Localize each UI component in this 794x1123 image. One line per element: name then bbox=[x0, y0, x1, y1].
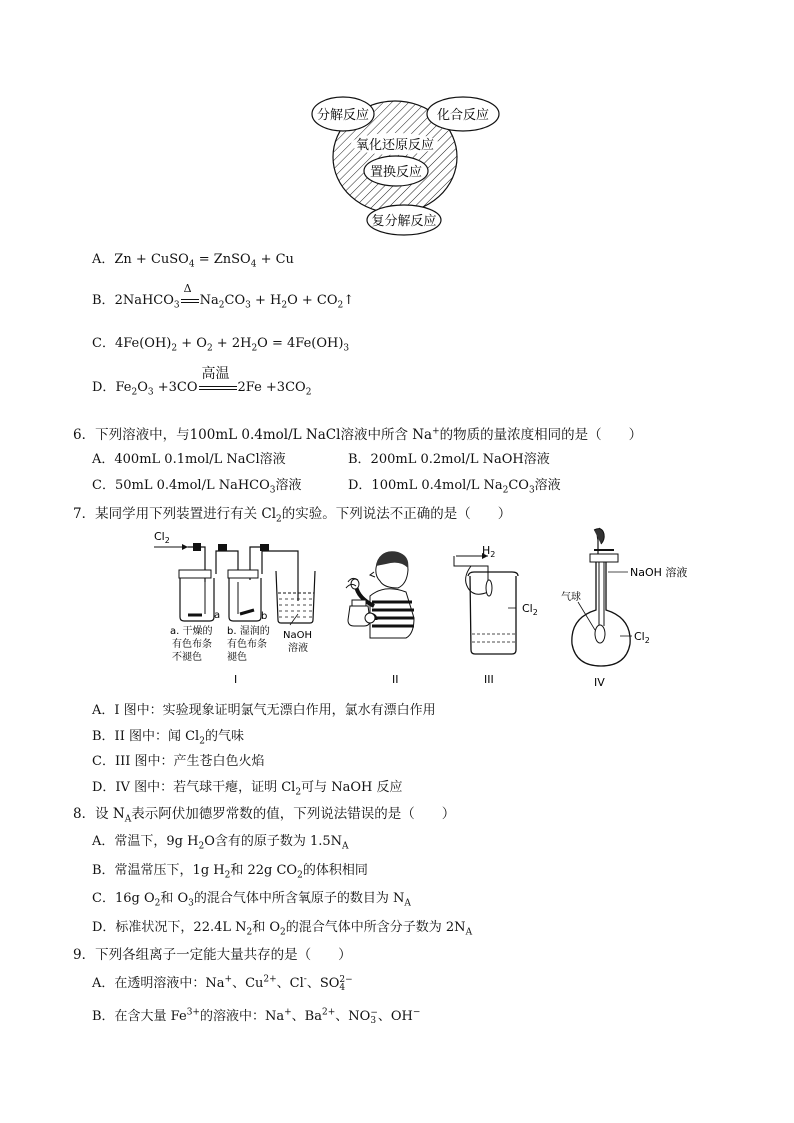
svg-text:b. 湿润的有色布条褪色: b. 湿润的有色布条褪色 bbox=[227, 626, 270, 663]
q6-stem: 6．下列溶液中，与100mL 0.4mol/L NaCl溶液中所含 Na+的物质的量浓度相同的是（ ） bbox=[73, 426, 643, 443]
q8-option-a: A．常温下，9g $H_2O$含有的原子数为 $1.5N_A$ bbox=[92, 834, 349, 852]
heat-symbol: Δ bbox=[183, 282, 192, 295]
redox-label: 氧化还原反应 bbox=[355, 138, 435, 153]
svg-text:Cl2: $Cl_2$ bbox=[154, 530, 170, 545]
q7-option-d: D．IV 图中：若气球干瘪，证明 $Cl_2$可与 NaOH 反应 bbox=[92, 780, 403, 798]
q5-option-c: C．$4Fe(OH)_2 + O_2 + 2H_2O = 4Fe(OH)_3$ bbox=[92, 336, 350, 354]
person-smelling-illustration bbox=[346, 551, 414, 638]
svg-text:IV: IV bbox=[594, 676, 605, 689]
decomposition-label: 分解反应 bbox=[316, 108, 370, 123]
q8-option-d: D．标准状况下，22.4L $N_2$和 $O_2$的混合气体中所含分子数为 $2N_A$ bbox=[92, 920, 473, 938]
svg-text:I: I bbox=[234, 673, 238, 686]
q9-stem: 9．下列各组离子一定能大量共存的是（ ） bbox=[73, 947, 352, 963]
q5-option-a: A．Zn + CuSO$_4$ = ZnSO$_4$ + Cu bbox=[92, 252, 294, 270]
q7-option-c: C．III 图中：产生苍白色火焰 bbox=[92, 754, 265, 769]
q6-option-b: B．200mL 0.2mol/L NaOH溶液 bbox=[348, 452, 550, 467]
double-decomposition-label: 复分解反应 bbox=[371, 214, 437, 229]
svg-text:H2: $H_2$ bbox=[482, 544, 496, 559]
q9-option-a: A．在透明溶液中：Na+、$Cu^{2+}$、Cl-、SO 2− 4 bbox=[92, 974, 353, 993]
q8-option-b: B．常温常压下，1g $H_2$和 22g $CO_2$的体积相同 bbox=[92, 863, 368, 881]
q7-apparatus-figure bbox=[148, 526, 688, 694]
svg-text:a: a bbox=[214, 610, 221, 621]
high-temp-condition: 高温 bbox=[201, 366, 230, 382]
q8-stem: 8．设 $N_A$表示阿伏加德罗常数的值，下列说法错误的是（ ） bbox=[73, 806, 456, 825]
q9-option-b: B．在含大量 $Fe^{3+}$的溶液中：Na+、$Ba^{2+}$、NO − 3 、OH− bbox=[92, 1007, 421, 1026]
q6-option-c: C．50mL 0.4mol/L NaHCO$_3$溶液 bbox=[92, 478, 302, 496]
q7-option-b: B．II 图中：闻 $Cl_2$的气味 bbox=[92, 729, 244, 747]
svg-text:Cl2: $Cl_2$ bbox=[634, 630, 650, 645]
q7-option-a: A．I 图中：实验现象证明氯气无漂白作用，氯水有漂白作用 bbox=[92, 703, 436, 718]
svg-text:III: III bbox=[484, 673, 494, 686]
svg-text:b: b bbox=[261, 611, 268, 622]
svg-text:NaOH 溶液: NaOH 溶液 bbox=[630, 566, 688, 579]
displacement-label: 置换反应 bbox=[369, 165, 423, 180]
reaction-venn-diagram bbox=[300, 92, 510, 238]
svg-text:NaOH溶液: NaOH 溶液 bbox=[283, 630, 312, 654]
svg-text:a. 干燥的有色布条不褪色: a. 干燥的有色布条不褪色 bbox=[170, 626, 213, 663]
svg-text:气球: 气球 bbox=[561, 592, 581, 603]
q6-option-a: A．400mL 0.1mol/L NaCl溶液 bbox=[92, 452, 286, 467]
q8-option-c: C．16g $O_2$和 $O_3$的混合气体中所含氧原子的数目为 $N_A$ bbox=[92, 891, 411, 909]
q7-stem: 7．某同学用下列装置进行有关 $Cl_2$的实验。下列说法不正确的是（ ） bbox=[73, 506, 512, 525]
combination-label: 化合反应 bbox=[436, 108, 490, 123]
q6-option-d: D．100mL 0.4mol/L $Na_2CO_3$溶液 bbox=[348, 478, 561, 496]
q5-option-b: B．2NaHCO$_3$ Δ $Na_2CO_3 + H_2O$ + $CO_2↑$ bbox=[92, 282, 355, 311]
q5-option-d: D．$Fe_2O_3 +3CO$ 高温 $2Fe +3CO_2$ bbox=[92, 376, 311, 398]
svg-text:II: II bbox=[392, 673, 399, 686]
svg-text:Cl2: $Cl_2$ bbox=[522, 602, 538, 617]
